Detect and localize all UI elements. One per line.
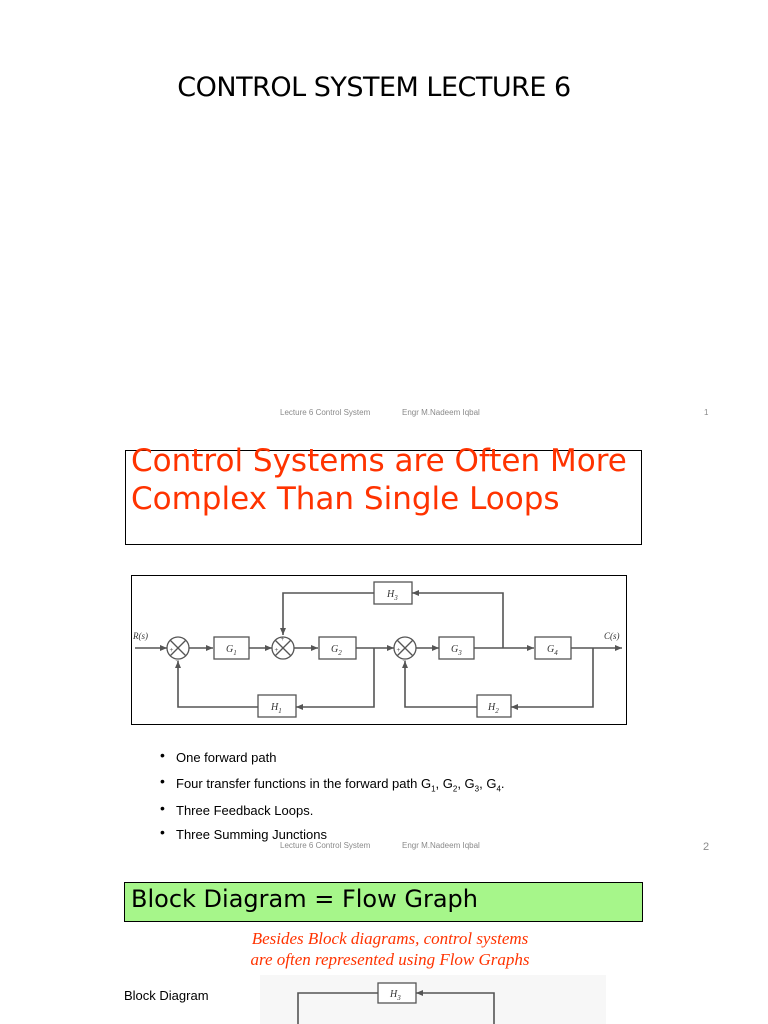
slide2-page-number: 2 <box>703 841 710 853</box>
slide2-title: Control Systems are Often More Complex Than Single Loops <box>131 443 627 517</box>
svg-text:G4: $G_4$ <box>547 644 558 657</box>
svg-text:G1: $G_1$ <box>226 644 237 657</box>
slide2-footer-course: Lecture 6 Control System <box>280 841 371 850</box>
svg-text:+: + <box>169 646 174 654</box>
svg-text:+: + <box>396 646 401 654</box>
slide3-block-diagram-label: Block Diagram <box>124 988 209 1003</box>
svg-text:H3: $H_3$ <box>390 989 401 1002</box>
svg-text:−: − <box>402 657 407 665</box>
slide3-subtitle: Besides Block diagrams, control systems are often represented using Flow Graphs <box>250 929 530 969</box>
svg-text:+: + <box>274 646 279 654</box>
svg-text:H2: $H_2$ <box>488 702 499 715</box>
slide1-footer-course: Lecture 6 Control System <box>280 408 371 417</box>
slide3-title: Block Diagram = Flow Graph <box>131 885 478 913</box>
block-diagram-partial <box>260 975 606 1024</box>
svg-text:H1: $H_1$ <box>271 702 282 715</box>
label-output: C(s) <box>604 631 620 641</box>
svg-text:G2: $G_2$ <box>331 644 342 657</box>
svg-text:−: − <box>175 657 180 665</box>
svg-text:H3: $H_3$ <box>387 589 398 602</box>
slide2-footer-author: Engr M.Nadeem Iqbal <box>402 841 480 850</box>
block-diagram-multi-loop <box>131 575 627 725</box>
slide1-title: CONTROL SYSTEM LECTURE 6 <box>177 72 571 103</box>
svg-text:+: + <box>280 635 285 643</box>
slide1-page-number: 1 <box>704 408 709 417</box>
label-input: R(s) <box>133 631 148 641</box>
slide1-footer-author: Engr M.Nadeem Iqbal <box>402 408 480 417</box>
svg-text:G3: $G_3$ <box>451 644 462 657</box>
